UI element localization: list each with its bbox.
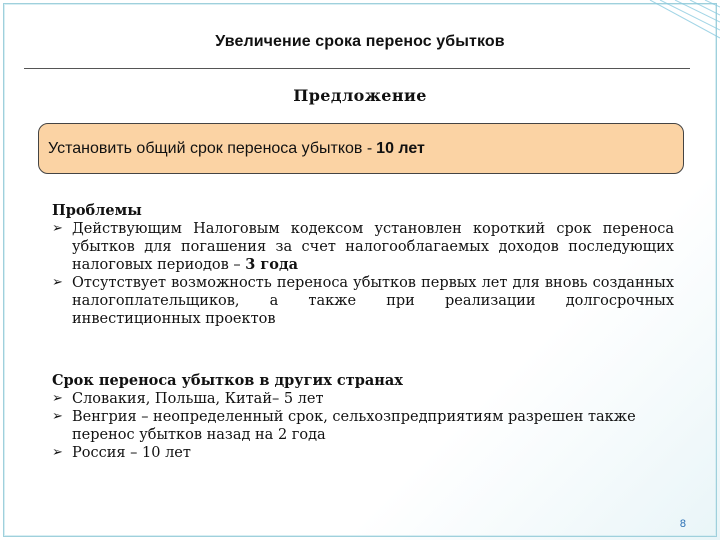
title-divider xyxy=(24,68,690,69)
arrowhead-bullet-icon: ➢ xyxy=(52,275,63,290)
list-item xyxy=(52,408,674,444)
proposal-box xyxy=(38,123,684,174)
problems-list xyxy=(52,220,674,328)
arrowhead-bullet-icon: ➢ xyxy=(52,391,63,406)
country-text: Венгрия – неопределенный срок, сельхозпредприятиям разрешен также перенос убытков назад на 2 года xyxy=(72,409,636,443)
list-item xyxy=(52,220,674,274)
problem-text: Отсутствует возможность переноса убытков первых лет для вновь созданных налогоплательщиков, а также при реализации долгосрочных инвестиционных проектов xyxy=(72,275,674,327)
slide-title: Увеличение срока перенос убытков xyxy=(215,33,505,50)
problems-heading: Проблемы xyxy=(52,202,142,219)
country-text: Россия – 10 лет xyxy=(72,445,191,461)
proposal-heading: Предложение xyxy=(293,86,427,105)
proposal-emphasis: 10 лет xyxy=(376,139,425,157)
problem-text: Действующим Налоговым кодексом установлен короткий срок переноса убытков для погашения за счет налогооблагаемых доходов последующих налоговых периодов – xyxy=(72,221,674,273)
problem-emphasis: 3 года xyxy=(245,256,299,273)
problems-section xyxy=(52,202,674,328)
list-item xyxy=(52,274,674,328)
proposal-text: Установить общий срок переноса убытков - xyxy=(48,139,373,157)
page-number: 8 xyxy=(679,518,686,530)
arrowhead-bullet-icon: ➢ xyxy=(52,221,63,236)
list-item xyxy=(52,390,674,408)
countries-list xyxy=(52,390,674,462)
other-countries-heading: Срок переноса убытков в других странах xyxy=(52,372,403,389)
arrowhead-bullet-icon: ➢ xyxy=(52,409,63,424)
corner-decoration-icon xyxy=(630,0,720,60)
country-text: Словакия, Польша, Китай– 5 лет xyxy=(72,391,324,407)
other-countries-section xyxy=(52,372,674,462)
arrowhead-bullet-icon: ➢ xyxy=(52,445,63,460)
list-item xyxy=(52,444,674,462)
